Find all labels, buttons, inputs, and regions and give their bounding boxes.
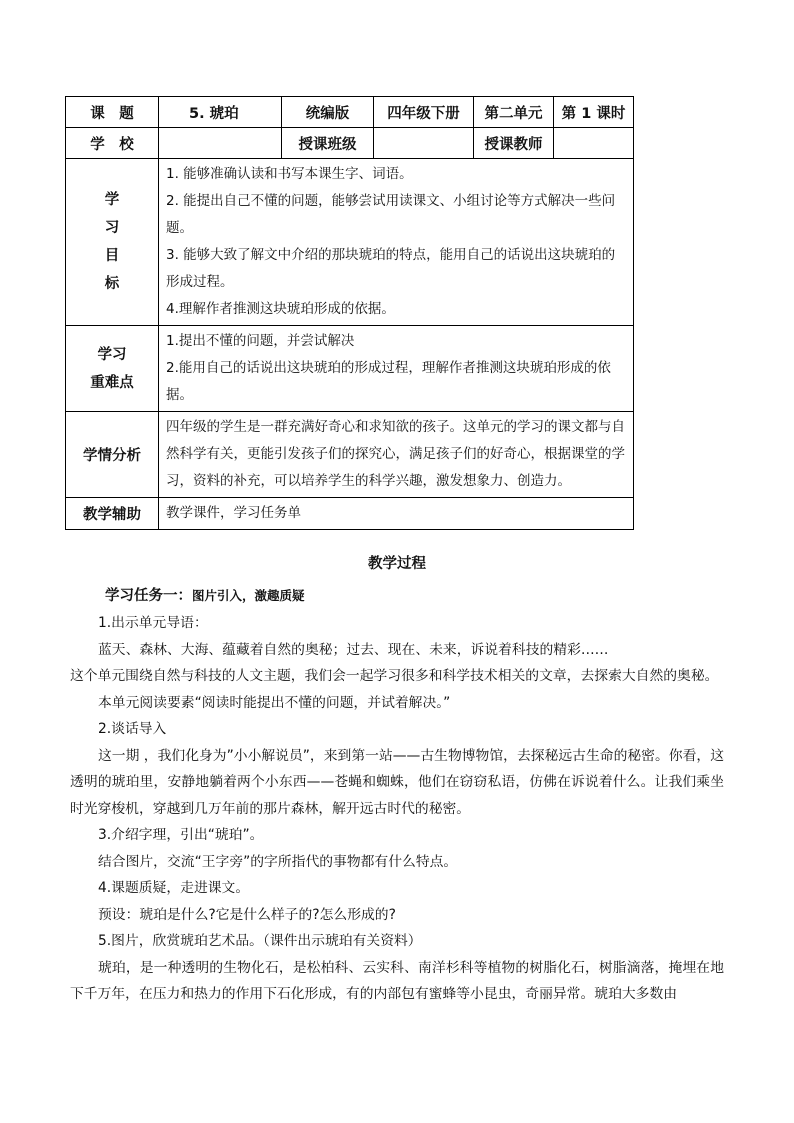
period: 第 1 课时 — [554, 97, 634, 128]
paragraph: 本单元阅读要素“阅读时能提出不懂的问题，并试着解决。” — [98, 694, 451, 711]
paragraph: 4.课题质疑，走进课文。 — [98, 880, 250, 896]
table-row-aids — [66, 498, 634, 530]
goal-item: 1. 能够准确认读和书写本课生字、词语。 — [166, 166, 413, 182]
key-point-item: 1.提出不懂的问题，并尝试解决 — [166, 333, 355, 349]
goals-content — [159, 159, 634, 326]
paragraph: 蓝天、森林、大海、蕴藏着自然的奥秘；过去、现在、未来，诉说着科技的精彩…… — [98, 641, 609, 658]
edition: 统编版 — [282, 97, 374, 128]
analysis-content — [159, 412, 634, 498]
task-name: 图片引入，激趣质疑 — [192, 588, 305, 603]
process-body — [70, 610, 724, 1008]
goal-item: 2. 能提出自己不懂的问题，能够尝试用读课文、小组讨论等方式解决一些问题。 — [166, 193, 616, 236]
paragraph: 结合图片，交流“王字旁”的字所指代的事物都有什么特点。 — [98, 853, 458, 870]
goals-label: 学 习 目 标 — [66, 159, 159, 326]
lesson-plan-table — [65, 96, 634, 530]
grade: 四年级下册 — [374, 97, 474, 128]
process-title: 教学过程 — [368, 556, 426, 572]
table-row-key-points — [66, 326, 634, 412]
table-row-analysis — [66, 412, 634, 498]
analysis-label: 学情分析 — [66, 412, 159, 498]
class-label: 授课班级 — [282, 128, 374, 159]
goal-item: 3. 能够大致了解文中介绍的那块琥珀的特点，能用自己的话说出这块琥珀的形成过程。 — [166, 247, 616, 290]
table-row-goals — [66, 159, 634, 326]
table-row-title — [66, 97, 634, 128]
paragraph: 5.图片，欣赏琥珀艺术品。（课件出示琥珀有关资料） — [98, 933, 422, 949]
aids-label: 教学辅助 — [66, 498, 159, 530]
task-label: 学习任务一： — [105, 588, 192, 604]
key-points-label: 学习 重难点 — [66, 326, 159, 412]
task-heading — [105, 584, 305, 605]
teacher-value — [554, 128, 634, 159]
aids-text: 教学课件，学习任务单 — [166, 505, 301, 521]
goal-item: 4.理解作者推测这块琥珀形成的依据。 — [166, 301, 395, 317]
key-point-item: 2.能用自己的话说出这块琥珀的形成过程，理解作者推测这块琥珀形成的依据。 — [166, 360, 611, 403]
paragraph: 这个单元围绕自然与科技的人文主题，我们会一起学习很多和科学技术相关的文章，去探索大自然的奥秘。 — [70, 668, 719, 684]
paragraph: 2.谈话导入 — [98, 721, 167, 737]
aids-content — [159, 498, 634, 530]
analysis-text: 四年级的学生是一群充满好奇心和求知欲的孩子。这单元的学习的课文都与自然科学有关，更能引发孩子们的探究心，满足孩子们的好奇心，根据课堂的学习，资料的补充，可以培养学生的科学兴趣，激发想象力、创造力。 — [166, 419, 625, 489]
unit: 第二单元 — [474, 97, 554, 128]
teacher-label: 授课教师 — [474, 128, 554, 159]
paragraph: 预设：琥珀是什么?它是什么样子的?怎么形成的? — [98, 906, 396, 923]
paragraph: 这一期 ，我们化身为”小小解说员”，来到第一站——古生物博物馆，去探秘远古生命的秘密。你看，这透明的琥珀里，安静地躺着两个小东西——苍蝇和蜘蛛，他们在窃窃私语，仿佛在诉说着什么。让我们乘坐时光穿梭机，穿越到几万年前的那片森林，解开远古时代的秘密。 — [70, 747, 724, 817]
paragraph: 琥珀，是一种透明的生物化石，是松柏科、云实科、南洋杉科等植物的树脂化石，树脂滴落，掩埋在地下千万年，在压力和热力的作用下石化形成，有的内部包有蜜蜂等小昆虫，奇丽异常。琥珀大多数由 — [70, 959, 724, 1002]
class-value — [374, 128, 474, 159]
key-points-content — [159, 326, 634, 412]
lesson-label: 课 题 — [66, 97, 159, 128]
school-label: 学 校 — [66, 128, 159, 159]
paragraph: 3.介绍字理，引出“琥珀”。 — [98, 827, 264, 843]
school-value — [159, 128, 282, 159]
table-row-school — [66, 128, 634, 159]
paragraph: 1.出示单元导语： — [98, 615, 208, 631]
lesson-name: 5. 琥珀 — [159, 97, 282, 128]
